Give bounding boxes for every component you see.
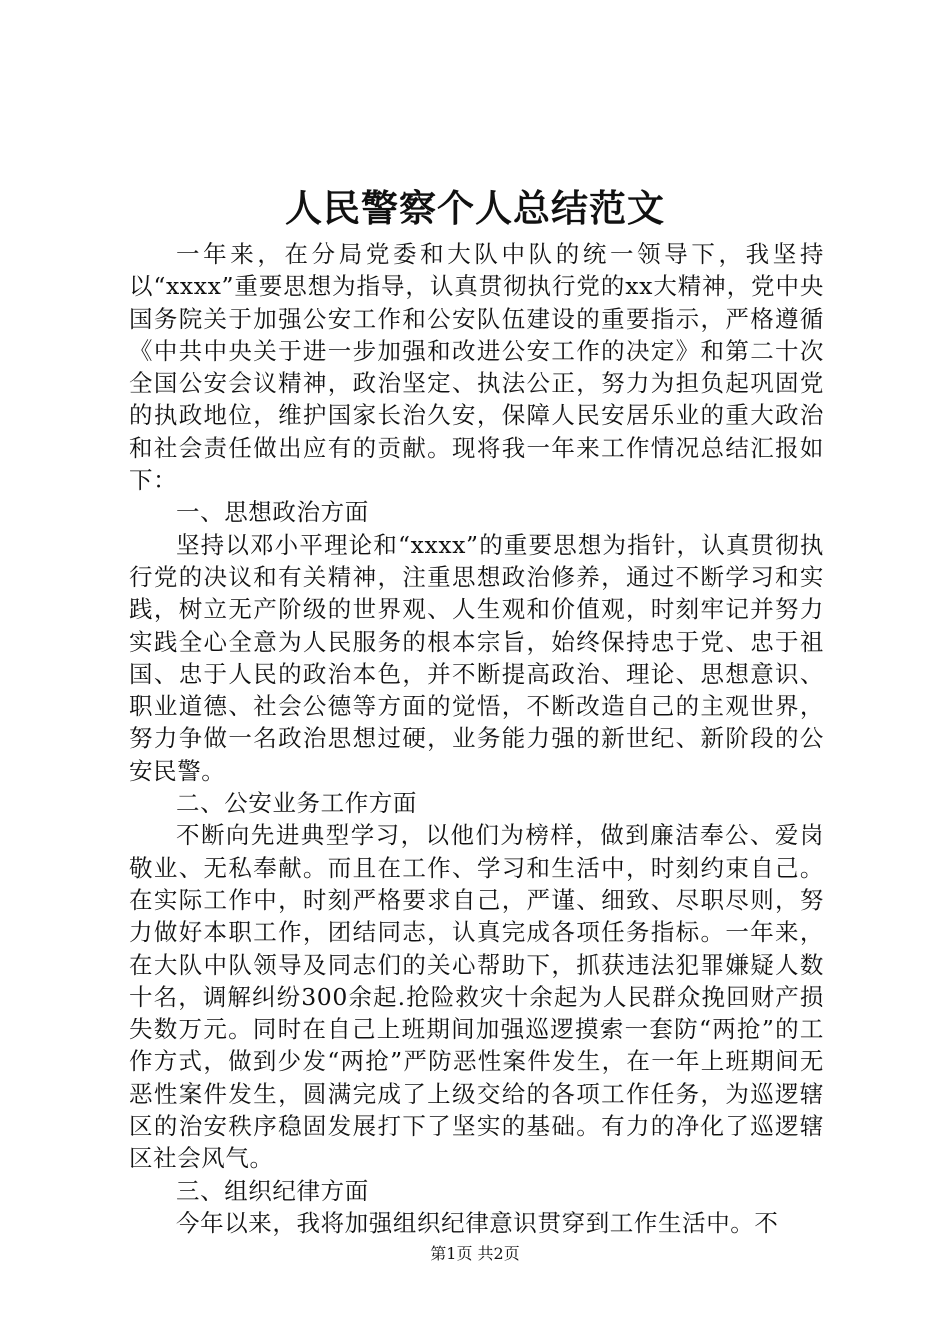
paragraph-ideology: 坚持以邓小平理论和“xxxx”的重要思想为指针，认真贯彻执行党的决议和有关精神，注重思想政治修养，通过不断学习和实践，树立无产阶级的世界观、人生观和价值观，时刻牢记并努力实践全心全意为人民服务的根本宗旨，始终保持忠于党、忠于祖国、忠于人民的政治本色，并不断提高政治、理论、思想意识、职业道德、社会公德等方面的觉悟，不断改造自己的主观世界，努力争做一名政治思想过硬，业务能力强的新世纪、新阶段的公安民警。 (129, 530, 824, 785)
paragraph-discipline: 今年以来，我将加强组织纪律意识贯穿到工作生活中。不 (176, 1208, 779, 1237)
section-heading-police-work: 二、公安业务工作方面 (176, 789, 417, 818)
document-body (129, 238, 824, 1239)
page-number-footer: 第1页 共2页 (430, 1244, 520, 1263)
section-heading-discipline: 三、组织纪律方面 (176, 1176, 369, 1205)
document-title: 人民警察个人总结范文 (285, 186, 665, 230)
paragraph-police-work: 不断向先进典型学习，以他们为榜样，做到廉洁奉公、爱岗敬业、无私奉献。而且在工作、学习和生活中，时刻约束自己。在实际工作中，时刻严格要求自己，严谨、细致、尽职尽则，努力做好本职工作，团结同志，认真完成各项任务指标。一年来，在大队中队领导及同志们的关心帮助下，抓获违法犯罪嫌疑人数十名，调解纠纷300余起.抢险救灾十余起为人民群众挽回财产损失数万元。同时在自己上班期间加强巡逻摸索一套防“两抢”的工作方式，做到少发“两抢”严防恶性案件发生，在一年上班期间无恶性案件发生，圆满完成了上级交给的各项工作任务，为巡逻辖区的治安秩序稳固发展打下了坚实的基础。有力的净化了巡逻辖区社会风气。 (129, 821, 824, 1173)
section-heading-ideology: 一、思想政治方面 (176, 498, 369, 527)
paragraph-intro: 一年来，在分局党委和大队中队的统一领导下，我坚持以“xxxx”重要思想为指导，认真贯彻执行党的xx大精神，党中央国务院关于加强公安工作和公安队伍建设的重要指示，严格遵循《中共中央关于进一步加强和改进公安工作的决定》和第二十次全国公安会议精神，政治坚定、执法公正，努力为担负起巩固党的执政地位，维护国家长治久安，保障人民安居乐业的重大政治和社会责任做出应有的贡献。现将我一年来工作情况总结汇报如下： (129, 240, 824, 495)
